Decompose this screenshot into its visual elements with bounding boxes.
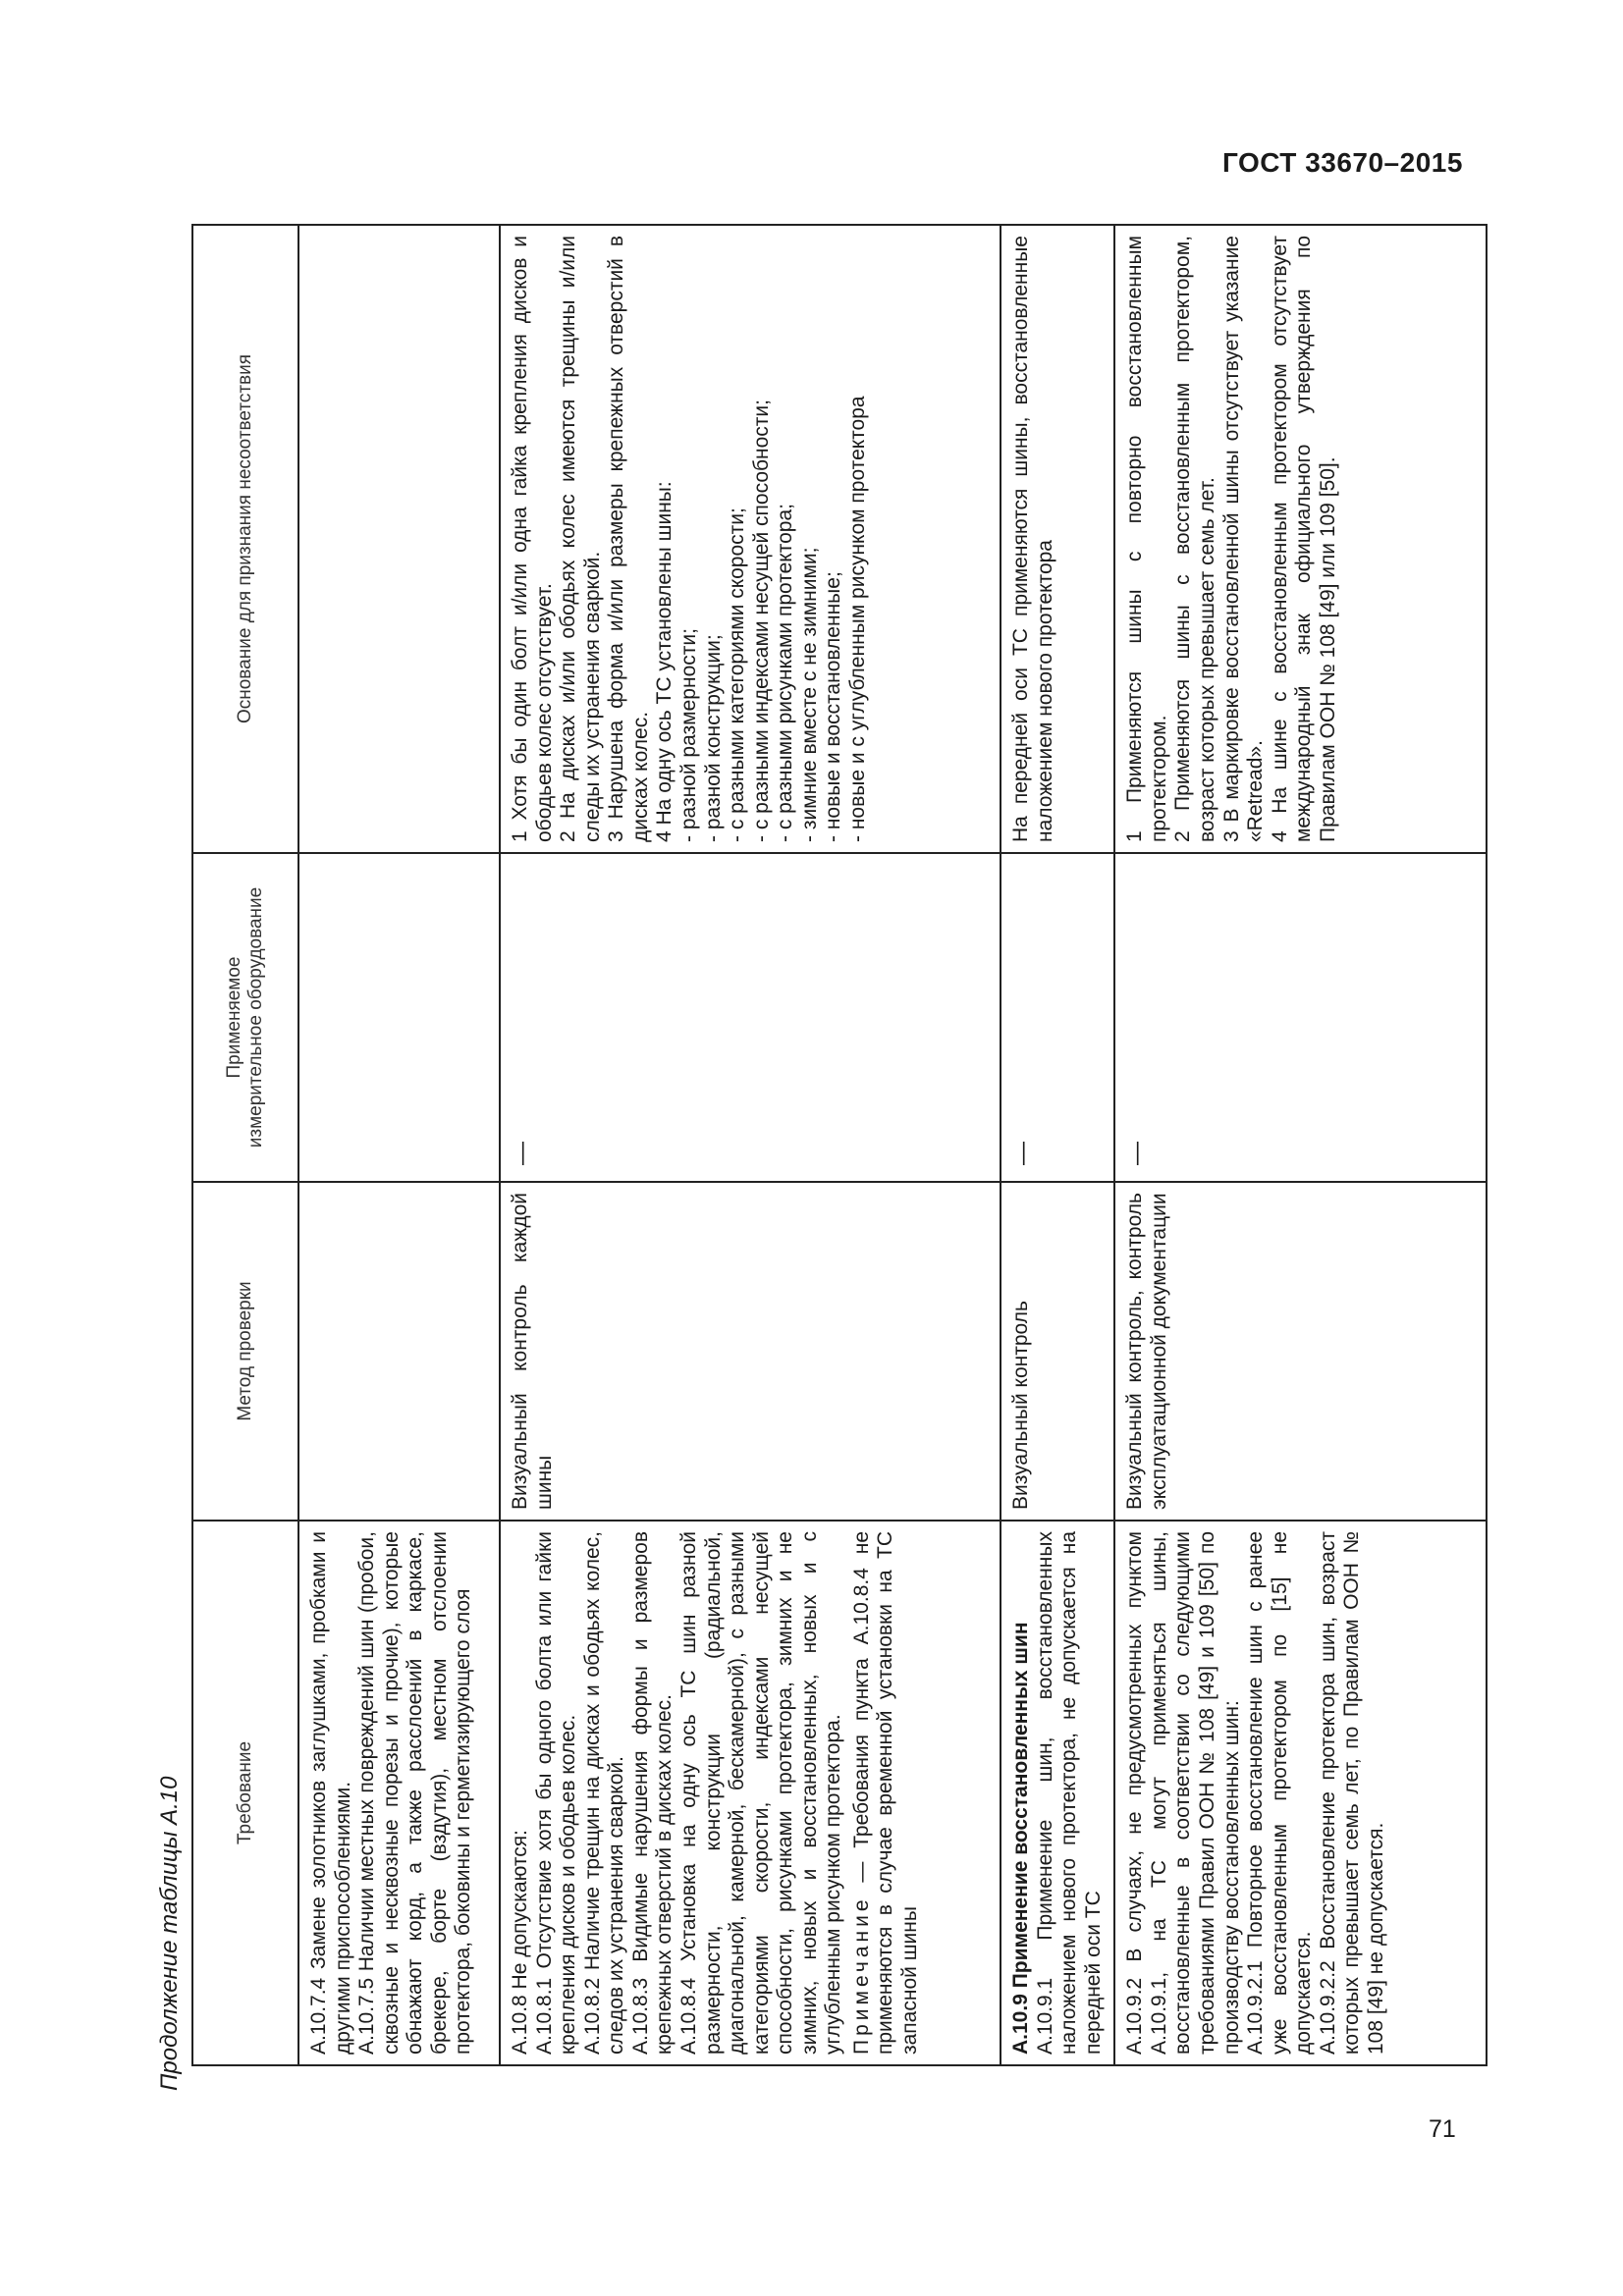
equipment-cell [1114,853,1487,1182]
requirement-cell [1114,1521,1487,2065]
requirement-text: А.10.9.1 Применение шин, восстановленных наложением нового протектора, не допускается на передней оси ТС [1033,1531,1105,2055]
basis-cell [500,225,1001,853]
note-label: Примечание [849,1896,873,2055]
basis-cell [1114,225,1487,853]
column-header-basis: Основание для признания несоответствия [192,225,298,853]
requirement-cell [500,1521,1001,2065]
basis-text: На передней оси ТС применяются шины, восстановленные наложением нового протектора [1009,236,1056,842]
method-text: Визуальный контроль каждой шины [509,1193,556,1510]
column-header-requirement: Требование [192,1521,298,2065]
basis-cell [298,225,500,853]
rotated-table-wrapper [191,226,1468,2066]
requirement-cell [298,1521,500,2065]
method-cell [298,1182,500,1521]
note-text: — Требования пункта А.10.8.4 не применяются в случае временной установки на ТС запасной шины [849,1531,921,2055]
column-header-method: Метод проверки [192,1182,298,1521]
requirement-text: А.10.8 Не допускаются: А.10.8.1 Отсутствие хотя бы одного болта или гайки крепления дисков и ободьев колес. А.10.8.2 Наличие трещин на дисках и ободьях колес, следов их устранения сваркой. А.10.8.3 Видимые нарушения формы и размеров крепежных отверстий в дисках колес. А.10.8.4 Установка на одну ось ТС шин разной размерности, конструкции (радиальной, диагональной, камерной, бескамерной), с разными категориями скорости, индексами несущей способности, рисунками протектора, зимних и не зимних, новых и восстановленных, новых и с углубленным рисунком протектора. [509,1531,845,2055]
document-code: ГОСТ 33670–2015 [1222,147,1463,178]
equipment-cell [500,853,1001,1182]
table-row [1001,225,1114,2065]
requirement-note [850,1531,923,2055]
method-text: Визуальный контроль [1009,1301,1032,1510]
basis-text: 1 Хотя бы один болт и/или одна гайка крепления дисков и ободьев колес отсутствует. 2 На дисках и/или ободьях колес имеются трещины и/или следы их устранения сваркой. 3 Нарушена форма и/или размеры крепежных отверстий в дисках колес. 4 На одну ось ТС установлены шины: - разной размерности; - разной конструкции; - с разными категориями скорости; - с разными индексами несущей способности; - с разными рисунками протектора; - зимние вместе с не зимними; - новые и восстановленные; - новые и с углубленным рисунком протектора [509,236,869,842]
page-number: 71 [1429,2115,1456,2143]
requirement-text: А.10.9.2 В случаях, не предусмотренных пунктом А.10.9.1, на ТС могут применяться шины, восстановленные в соответствии со следующими требованиями Правил ООН № 108 [49] и 109 [50] по производству восстановленных шин: А.10.9.2.1 Повторное восстановление шин с ранее уже восстановленным протектором по [15] не допускается. А.10.9.2.2 Восстановление протектора шин, возраст которых превышает семь лет, по Правилам ООН № 108 [49] не допускается. [1123,1531,1387,2055]
table-caption: Продолжение таблицы А.10 [156,1776,183,2091]
equipment-dash: — [509,1142,535,1165]
table-caption-wrapper [147,1070,192,2091]
section-title: А.10.9 Применение восстановленных шин [1009,1622,1032,2055]
equipment-dash: — [1123,1142,1151,1165]
basis-cell [1001,225,1114,853]
table-header-row [192,225,298,2065]
equipment-cell [1001,853,1114,1182]
method-cell [500,1182,1001,1521]
table-row [298,225,500,2065]
equipment-cell [298,853,500,1182]
column-header-equipment: Применяемое измерительное оборудование [192,853,298,1182]
basis-text: 1 Применяются шины с повторно восстановленным протектором. 2 Применяются шины с восстановленным протектором, возраст которых превышает семь лет. 3 В маркировке восстановленной шины отсутствует указание «Retread». 4 На шине с восстановленным протектором отсутствует международный знак официального утверждения по Правилам ООН № 108 [49] или 109 [50]. [1123,236,1339,842]
requirement-cell [1001,1521,1114,2065]
requirement-text: А.10.7.4 Замене золотников заглушками, пробками и другими приспособлениями. А.10.7.5 Наличии местных повреждений шин (пробои, сквозные и несквозные порезы и прочие), которые обнажают корд, а также расслоений в каркасе, брекере, борте (вздутия), местном отслоении протектора, боковины и герметизирующего слоя [307,1531,475,2055]
method-cell [1114,1182,1487,1521]
method-text: Визуальный контроль, контроль эксплуатационной документации [1123,1193,1170,1510]
equipment-dash: — [1009,1142,1036,1165]
table-row [500,225,1001,2065]
table-row [1114,225,1487,2065]
method-cell [1001,1182,1114,1521]
requirements-table [191,224,1488,2066]
